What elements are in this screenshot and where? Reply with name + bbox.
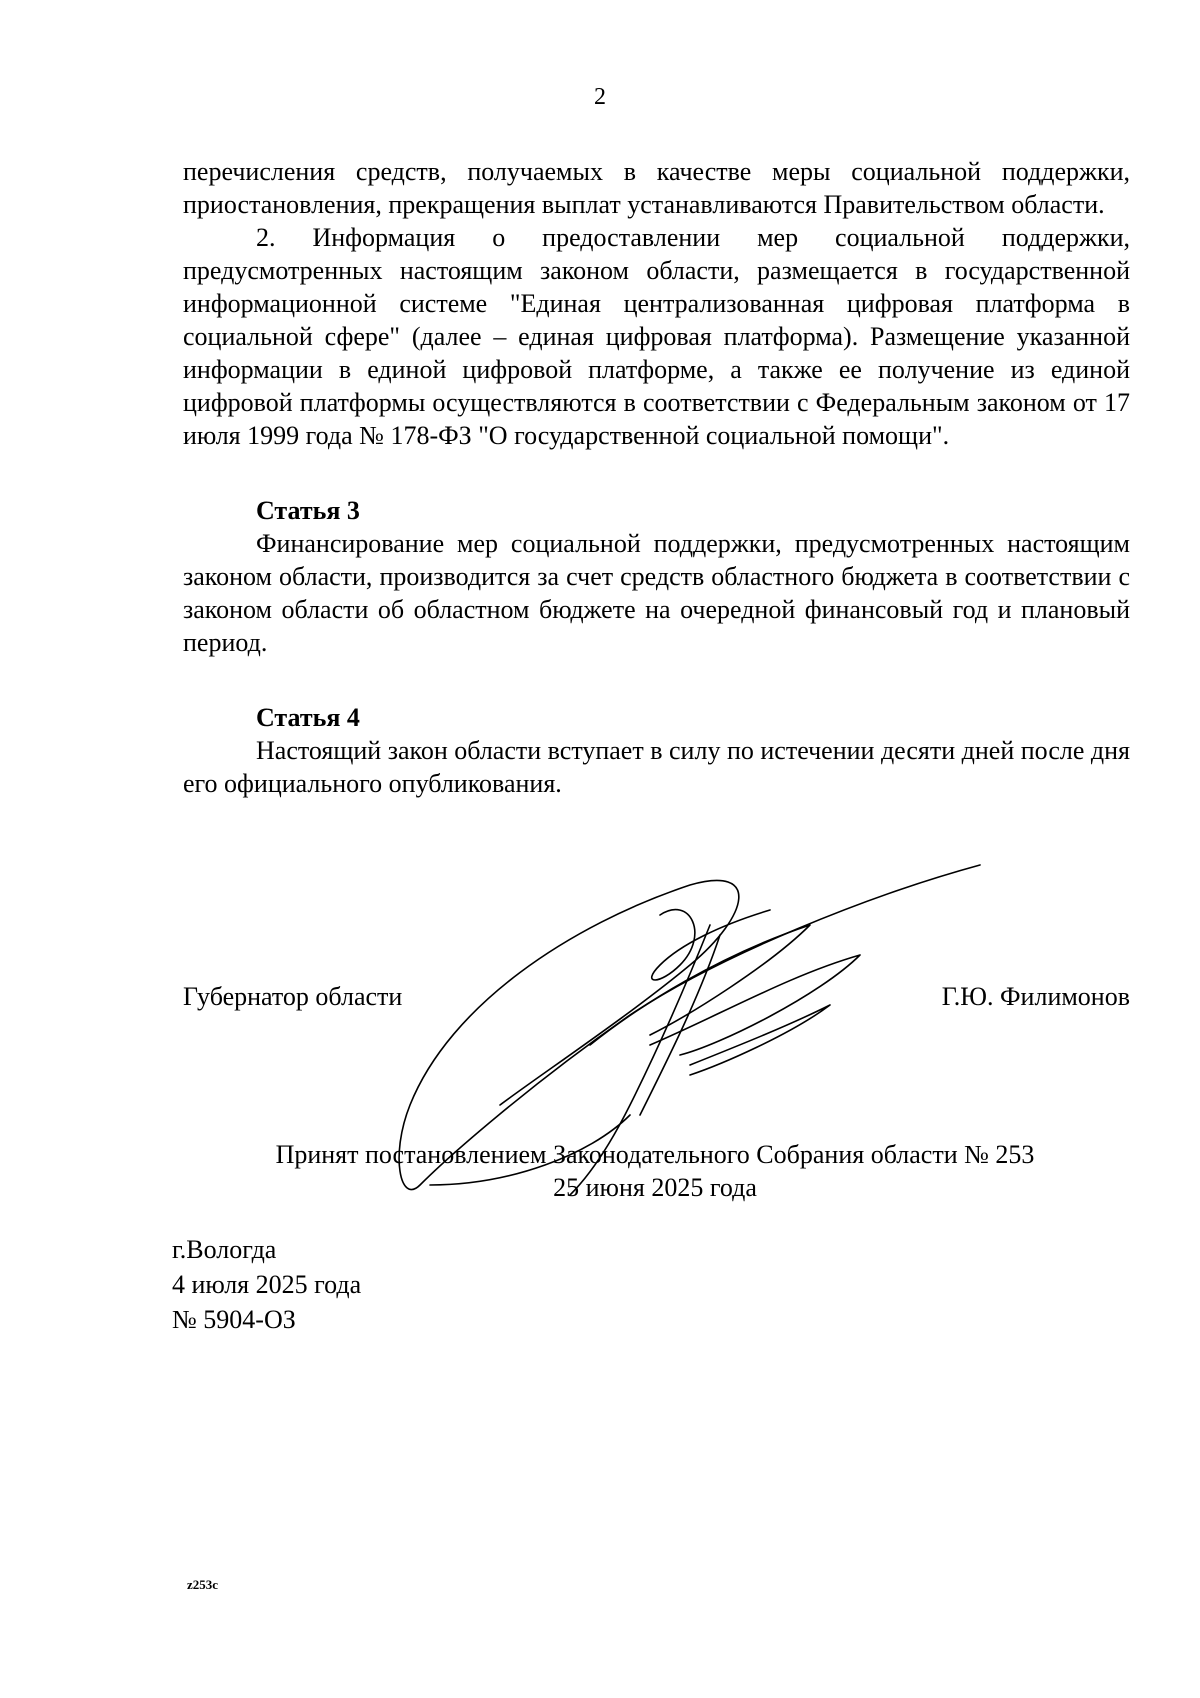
city: г.Вологда <box>172 1235 277 1264</box>
law-number: № 5904-ОЗ <box>172 1305 296 1334</box>
spacer <box>183 452 1130 474</box>
governor-title: Губернатор области <box>183 982 403 1011</box>
article-3-text: Финансирование мер социальной поддержки, предусмотренных настоящим законом области, производится за счет средств областного бюджета в соответствии с законом области об областном бюджете на очередной финансовый год и плановый период. <box>183 529 1130 657</box>
article-4-heading: Статья 4 <box>256 703 360 732</box>
page-number: 2 <box>594 84 606 110</box>
article-3-heading: Статья 3 <box>256 496 360 525</box>
document-code: z253c <box>187 1577 219 1592</box>
article-4-text: Настоящий закон области вступает в силу по истечении десяти дней после дня его официального опубликования. <box>183 736 1130 798</box>
governor-name: Г.Ю. Филимонов <box>941 982 1130 1011</box>
place-date-number <box>172 1232 361 1337</box>
spacer <box>183 659 1130 681</box>
adoption-line-1: Принят постановлением Законодательного Собрания области № 253 <box>275 1140 1035 1169</box>
adoption-line-2: 25 июня 2025 года <box>553 1173 757 1202</box>
paragraph-item-2: 2. Информация о предоставлении мер социальной поддержки, предусмотренных настоящим законом области, размещается в государственной информационной системе "Единая централизованная цифровая платформа в социальной сфере" (далее – единая цифровая платформа). Размещение указанной информации в единой цифровой платформе, а также ее получение из единой цифровой платформы осуществляются в соответствии с Федеральным законом от 17 июля 1999 года № 178-ФЗ "О государственной социальной помощи". <box>183 223 1130 450</box>
document-body <box>183 155 1130 800</box>
paragraph-continuation: перечисления средств, получаемых в качестве меры социальной поддержки, приостановления, прекращения выплат устанавливаются Правительством области. <box>183 157 1130 219</box>
adoption-info <box>0 1138 1200 1204</box>
law-date: 4 июля 2025 года <box>172 1270 362 1299</box>
